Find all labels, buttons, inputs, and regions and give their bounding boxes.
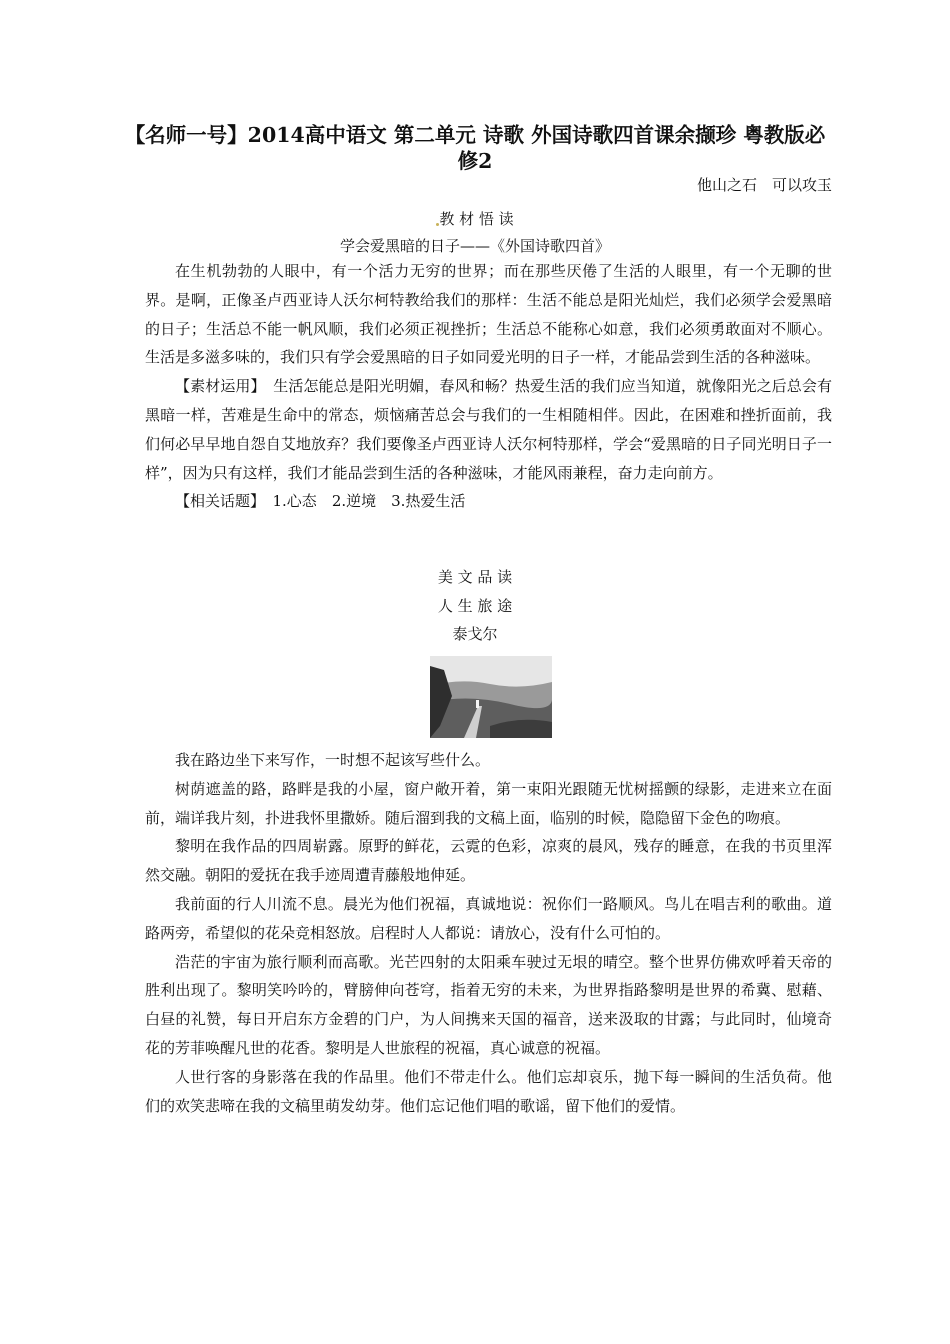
- article-paragraph: 人世行客的身影落在我的作品里。他们不带走什么。他们忘却哀乐，抛下每一瞬间的生活负荷。他们的欢笑悲啼在我的文稿里萌发幼芽。他们忘记他们唱的歌谣，留下他们的爱情。: [145, 1067, 832, 1115]
- section-heading-text: 教 材 悟 读: [439, 210, 514, 228]
- article-body: [145, 746, 832, 1120]
- article-paragraph: 我前面的行人川流不息。晨光为他们祝福，真诚地说：祝你们一路顺风。鸟儿在唱吉利的歌曲。道路两旁，希望似的花朵竞相怒放。启程时人人都说：请放心，没有什么可怕的。: [145, 894, 832, 942]
- section-subheading: 学会爱黑暗的日子——《外国诗歌四首》: [339, 237, 610, 255]
- paragraph-related-topics: 【相关话题】 1.心态 2.逆境 3.热爱生活: [175, 492, 466, 511]
- paragraph: 在生机勃勃的人眼中，有一个活力无穷的世界；而在那些厌倦了生活的人眼里，有一个无聊的世界。是啊，正像圣卢西亚诗人沃尔柯特教给我们的那样：生活不能总是阳光灿烂，我们必须学会爱黑暗的日子；生活总不能一帆风顺，我们必须正视挫折；生活总不能称心如意，我们必须勇敢面对不顺心。生活是多滋多味的，我们只有学会爱黑暗的日子如同爱光明的日子一样，才能品尝到生活的各种滋味。: [145, 262, 832, 367]
- article-paragraph: 我在路边坐下来写作，一时想不起该写些什么。: [175, 751, 491, 769]
- section-heading-textbook: [118, 208, 832, 229]
- article-author: 泰戈尔: [452, 625, 498, 643]
- paragraph-material-use: 【素材运用】 生活怎能总是阳光明媚，春风和畅？热爱生活的我们应当知道，就像阳光之后总会有黑暗一样，苦难是生命中的常态，烦恼痛苦总会与我们的一生相随相伴。因此，在困难和挫折面前，我们何必早早地自怨自艾地放弃？我们要像圣卢西亚诗人沃尔柯特那样，学会“爱黑暗的日子同光明日子一样”，因为只有这样，我们才能品尝到生活的各种滋味，才能风雨兼程，奋力走向前方。: [145, 377, 832, 482]
- section1-body: [145, 257, 832, 516]
- motto: 他山之石 可以攻玉: [696, 176, 832, 194]
- section-heading-reading: 美 文 品 读: [437, 568, 513, 586]
- article-paragraph: 树荫遮盖的路，路畔是我的小屋，窗户敞开着，第一束阳光跟随无忧树摇颤的绿影，走进来立在面前，端详我片刻，扑进我怀里撒娇。随后溜到我的文稿上面，临别的时候，隐隐留下金色的吻痕。: [145, 779, 832, 827]
- article-paragraph: 浩茫的宇宙为旅行顺利而高歌。光芒四射的太阳乘车驶过无垠的晴空。整个世界仿佛欢呼着天帝的胜利出现了。黎明笑吟吟的，臂膀伸向苍穹，指着无穷的未来，为世界指路黎明是世界的希冀、慰藉、白昼的礼赞，每日开启东方金碧的门户，为人间携来天国的福音，送来汲取的甘露；与此同时，仙境奇花的芳菲唤醒凡世的花香。黎明是人世旅程的祝福，真心诚意的祝福。: [145, 952, 832, 1057]
- article-title: 人 生 旅 途: [437, 597, 513, 615]
- illustration-photo: [430, 656, 552, 738]
- article-paragraph: 黎明在我作品的四周崭露。原野的鲜花，云霓的色彩，凉爽的晨风，残存的睡意，在我的书页里浑然交融。朝阳的爱抚在我手迹周遭青藤般地伸延。: [145, 837, 832, 885]
- document-title: 【名师一号】2014高中语文 第二单元 诗歌 外国诗歌四首课余撷珍 粤教版必修2: [124, 123, 826, 173]
